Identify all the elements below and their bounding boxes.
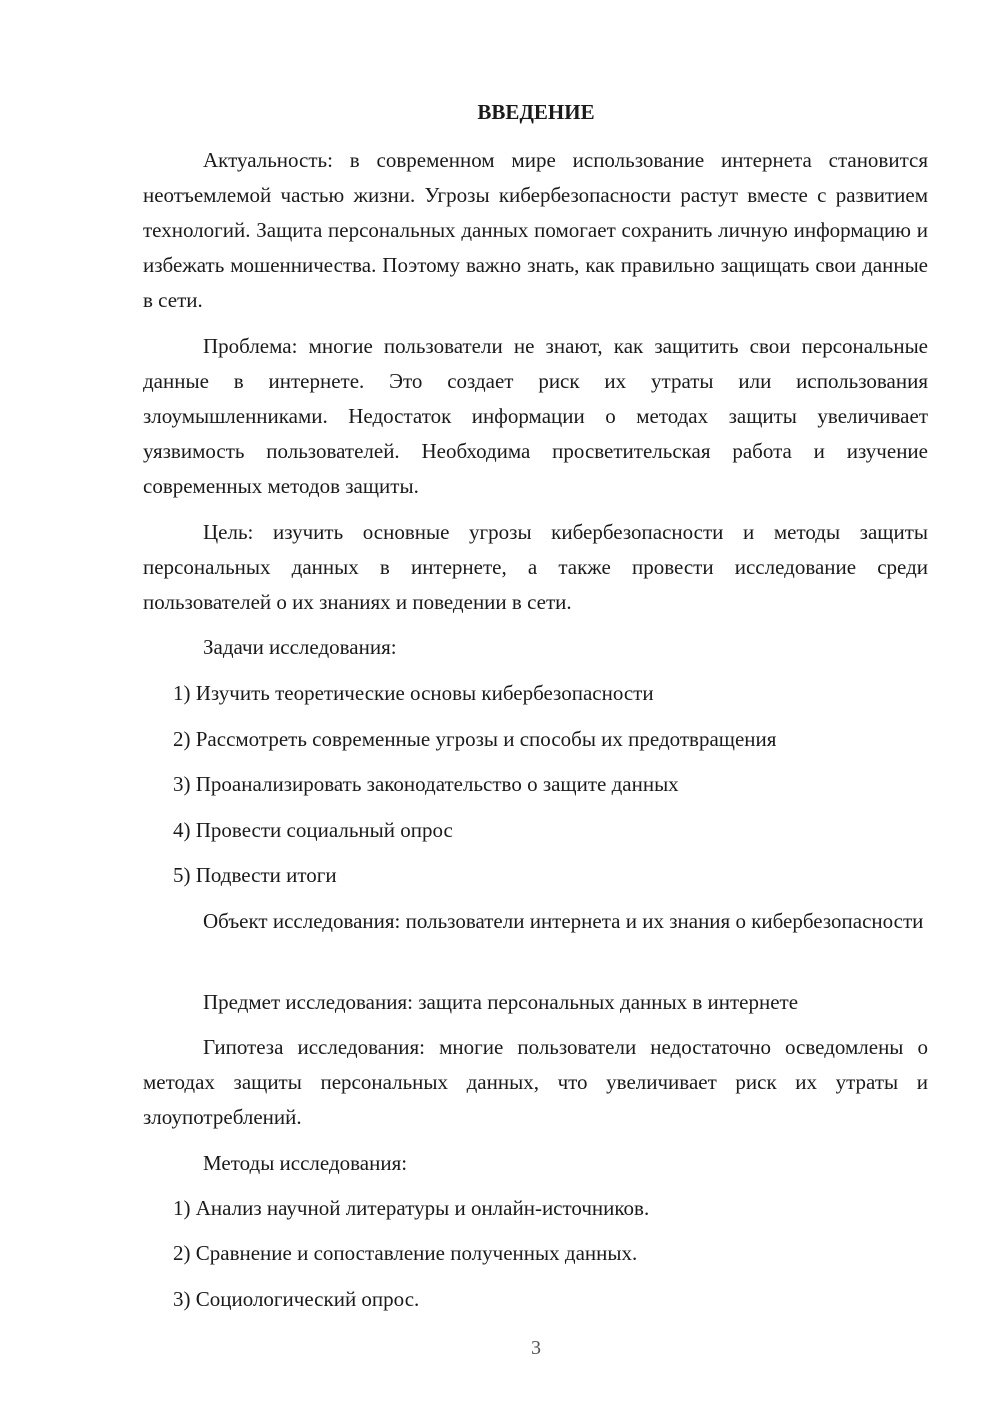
subject-paragraph: Предмет исследования: защита персональных данных в интернете <box>203 990 799 1014</box>
goal-paragraph: Цель: изучить основные угрозы кибербезопасности и методы защиты персональных данных в интернете, а также провести исследование среди пользователей о их знаниях и поведении в сети. <box>143 520 928 614</box>
method-item: 3) Социологический опрос. <box>173 1287 420 1311</box>
page-title: ВВЕДЕНИЕ <box>477 100 595 124</box>
object-paragraph: Объект исследования: пользователи интернета и их знания о кибербезопасности <box>203 909 924 933</box>
problem-paragraph: Проблема: многие пользователи не знают, как защитить свои персональные данные в интернете. Это создает риск их утраты или использования злоумышленниками. Недостаток информации о методах защиты увеличивает уязвимость пользователей. Необходима просветительская работа и изучение современных методов защиты. <box>143 334 928 498</box>
task-item: 3) Проанализировать законодательство о защите данных <box>173 772 679 796</box>
task-item: 4) Провести социальный опрос <box>173 818 453 842</box>
task-item: 1) Изучить теоретические основы кибербезопасности <box>173 681 654 705</box>
hypothesis-paragraph: Гипотеза исследования: многие пользователи недостаточно осведомлены о методах защиты персональных данных, что увеличивает риск их утраты и злоупотреблений. <box>143 1035 928 1129</box>
methods-heading: Методы исследования: <box>203 1151 408 1175</box>
method-item: 1) Анализ научной литературы и онлайн-источников. <box>173 1196 650 1220</box>
method-item: 2) Сравнение и сопоставление полученных данных. <box>173 1241 638 1265</box>
task-item: 2) Рассмотреть современные угрозы и способы их предотвращения <box>173 727 777 751</box>
relevance-paragraph: Актуальность: в современном мире использование интернета становится неотъемлемой частью жизни. Угрозы кибербезопасности растут вместе с развитием технологий. Защита персональных данных помогает сохранить личную информацию и избежать мошенничества. Поэтому важно знать, как правильно защищать свои данные в сети. <box>143 148 928 312</box>
page-number: 3 <box>531 1337 541 1359</box>
tasks-heading: Задачи исследования: <box>203 635 397 659</box>
task-item: 5) Подвести итоги <box>173 863 337 887</box>
